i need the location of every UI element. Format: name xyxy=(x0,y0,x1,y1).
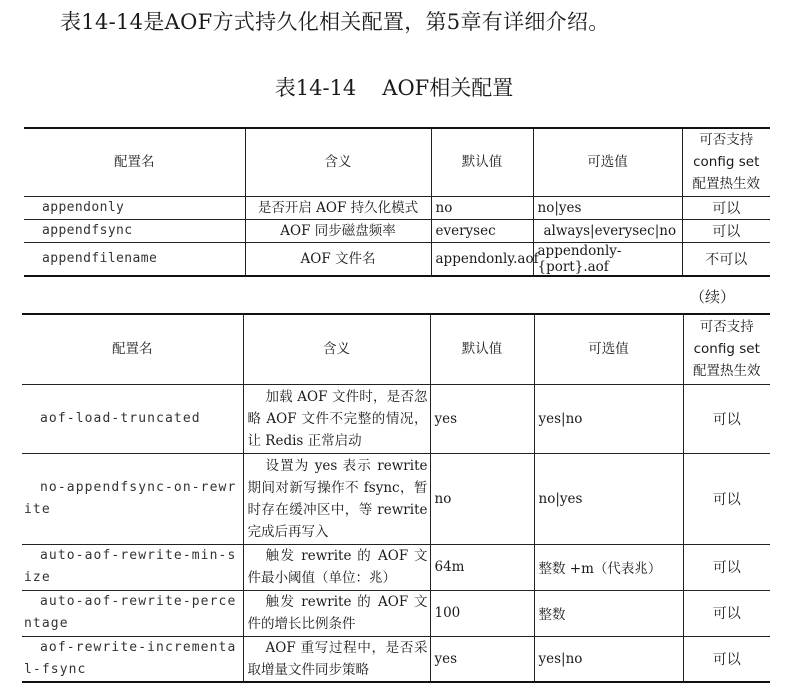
config-name: aof-load-truncated xyxy=(22,384,243,453)
config-meaning: AOF 重写过程中，是否采取增量文件同步策略 xyxy=(243,636,430,682)
config-options: 整数 xyxy=(534,590,683,636)
config-meaning: AOF 文件名 xyxy=(245,242,431,276)
config-meaning: 触发 rewrite 的 AOF 文件的增长比例条件 xyxy=(243,590,430,636)
config-name: auto-aof-rewrite-percentage xyxy=(22,590,243,636)
config-default: yes xyxy=(430,636,534,682)
config-options: 整数 +m（代表兆） xyxy=(534,544,683,590)
config-name: appendfilename xyxy=(24,242,245,276)
config-name: no-appendfsync-on-rewrite xyxy=(22,453,243,544)
table-row xyxy=(24,242,770,276)
table-header-row xyxy=(22,314,770,384)
config-options: always|everysec|no xyxy=(533,219,682,242)
header-hot-reload xyxy=(683,314,770,384)
config-hot-reload: 可以 xyxy=(682,219,770,242)
table-number: 表14-14 xyxy=(274,76,357,100)
config-meaning: 是否开启 AOF 持久化模式 xyxy=(245,196,431,219)
config-hot-reload: 可以 xyxy=(683,544,770,590)
config-hot-reload: 可以 xyxy=(683,453,770,544)
header-default: 默认值 xyxy=(430,314,534,384)
config-default: yes xyxy=(430,384,534,453)
config-options: appendonly-{port}.aof xyxy=(533,242,682,276)
config-default: no xyxy=(431,196,533,219)
config-default: no xyxy=(430,453,534,544)
table-row xyxy=(22,453,770,544)
header-hot-line: 可否支持 xyxy=(699,319,754,336)
header-meaning: 含义 xyxy=(243,314,430,384)
table-row xyxy=(22,544,770,590)
table-row xyxy=(22,590,770,636)
table-title: AOF相关配置 xyxy=(382,76,514,100)
table-row xyxy=(22,636,770,682)
table-row xyxy=(24,196,770,219)
config-options: no|yes xyxy=(533,196,682,219)
config-default: 64m xyxy=(430,544,534,590)
config-default: everysec xyxy=(431,219,533,242)
continued-label: （续） xyxy=(690,288,736,306)
config-default: 100 xyxy=(430,590,534,636)
config-meaning: 触发 rewrite 的 AOF 文件最小阈值（单位：兆） xyxy=(243,544,430,590)
config-name: aof-rewrite-incremental-fsync xyxy=(22,636,243,682)
header-hot-line: 可否支持 xyxy=(699,132,754,149)
aof-config-table-continued xyxy=(22,313,770,683)
config-hot-reload: 可以 xyxy=(683,590,770,636)
config-meaning: 设置为 yes 表示 rewrite 期间对新写操作不 fsync，暂时存在缓冲区中，等 rewrite 完成后再写入 xyxy=(243,453,430,544)
table-caption xyxy=(0,72,788,102)
config-name: appendonly xyxy=(24,196,245,219)
header-hot-line: 配置热生效 xyxy=(693,363,761,380)
config-options: yes|no xyxy=(534,636,683,682)
table-row xyxy=(22,384,770,453)
config-options: yes|no xyxy=(534,384,683,453)
config-name: appendfsync xyxy=(24,219,245,242)
table-row xyxy=(24,219,770,242)
config-options: no|yes xyxy=(534,453,683,544)
header-options: 可选值 xyxy=(534,314,683,384)
config-default: appendonly.aof xyxy=(431,242,533,276)
aof-config-table xyxy=(24,127,770,277)
header-hot-reload xyxy=(682,128,770,196)
intro-paragraph: 表14-14是AOF方式持久化相关配置，第5章有详细介绍。 xyxy=(60,10,610,34)
config-hot-reload: 可以 xyxy=(683,636,770,682)
header-options: 可选值 xyxy=(533,128,682,196)
config-hot-reload: 不可以 xyxy=(682,242,770,276)
table-header-row xyxy=(24,128,770,196)
config-meaning: AOF 同步磁盘频率 xyxy=(245,219,431,242)
config-meaning: 加载 AOF 文件时，是否忽略 AOF 文件不完整的情况，让 Redis 正常启动 xyxy=(243,384,430,453)
header-default: 默认值 xyxy=(431,128,533,196)
header-name: 配置名 xyxy=(22,314,243,384)
header-hot-line: config set xyxy=(693,341,760,358)
header-hot-line: 配置热生效 xyxy=(692,176,760,193)
config-name: auto-aof-rewrite-min-size xyxy=(22,544,243,590)
header-hot-line: config set xyxy=(693,154,760,171)
header-name: 配置名 xyxy=(24,128,245,196)
config-hot-reload: 可以 xyxy=(683,384,770,453)
header-meaning: 含义 xyxy=(245,128,431,196)
config-hot-reload: 可以 xyxy=(682,196,770,219)
